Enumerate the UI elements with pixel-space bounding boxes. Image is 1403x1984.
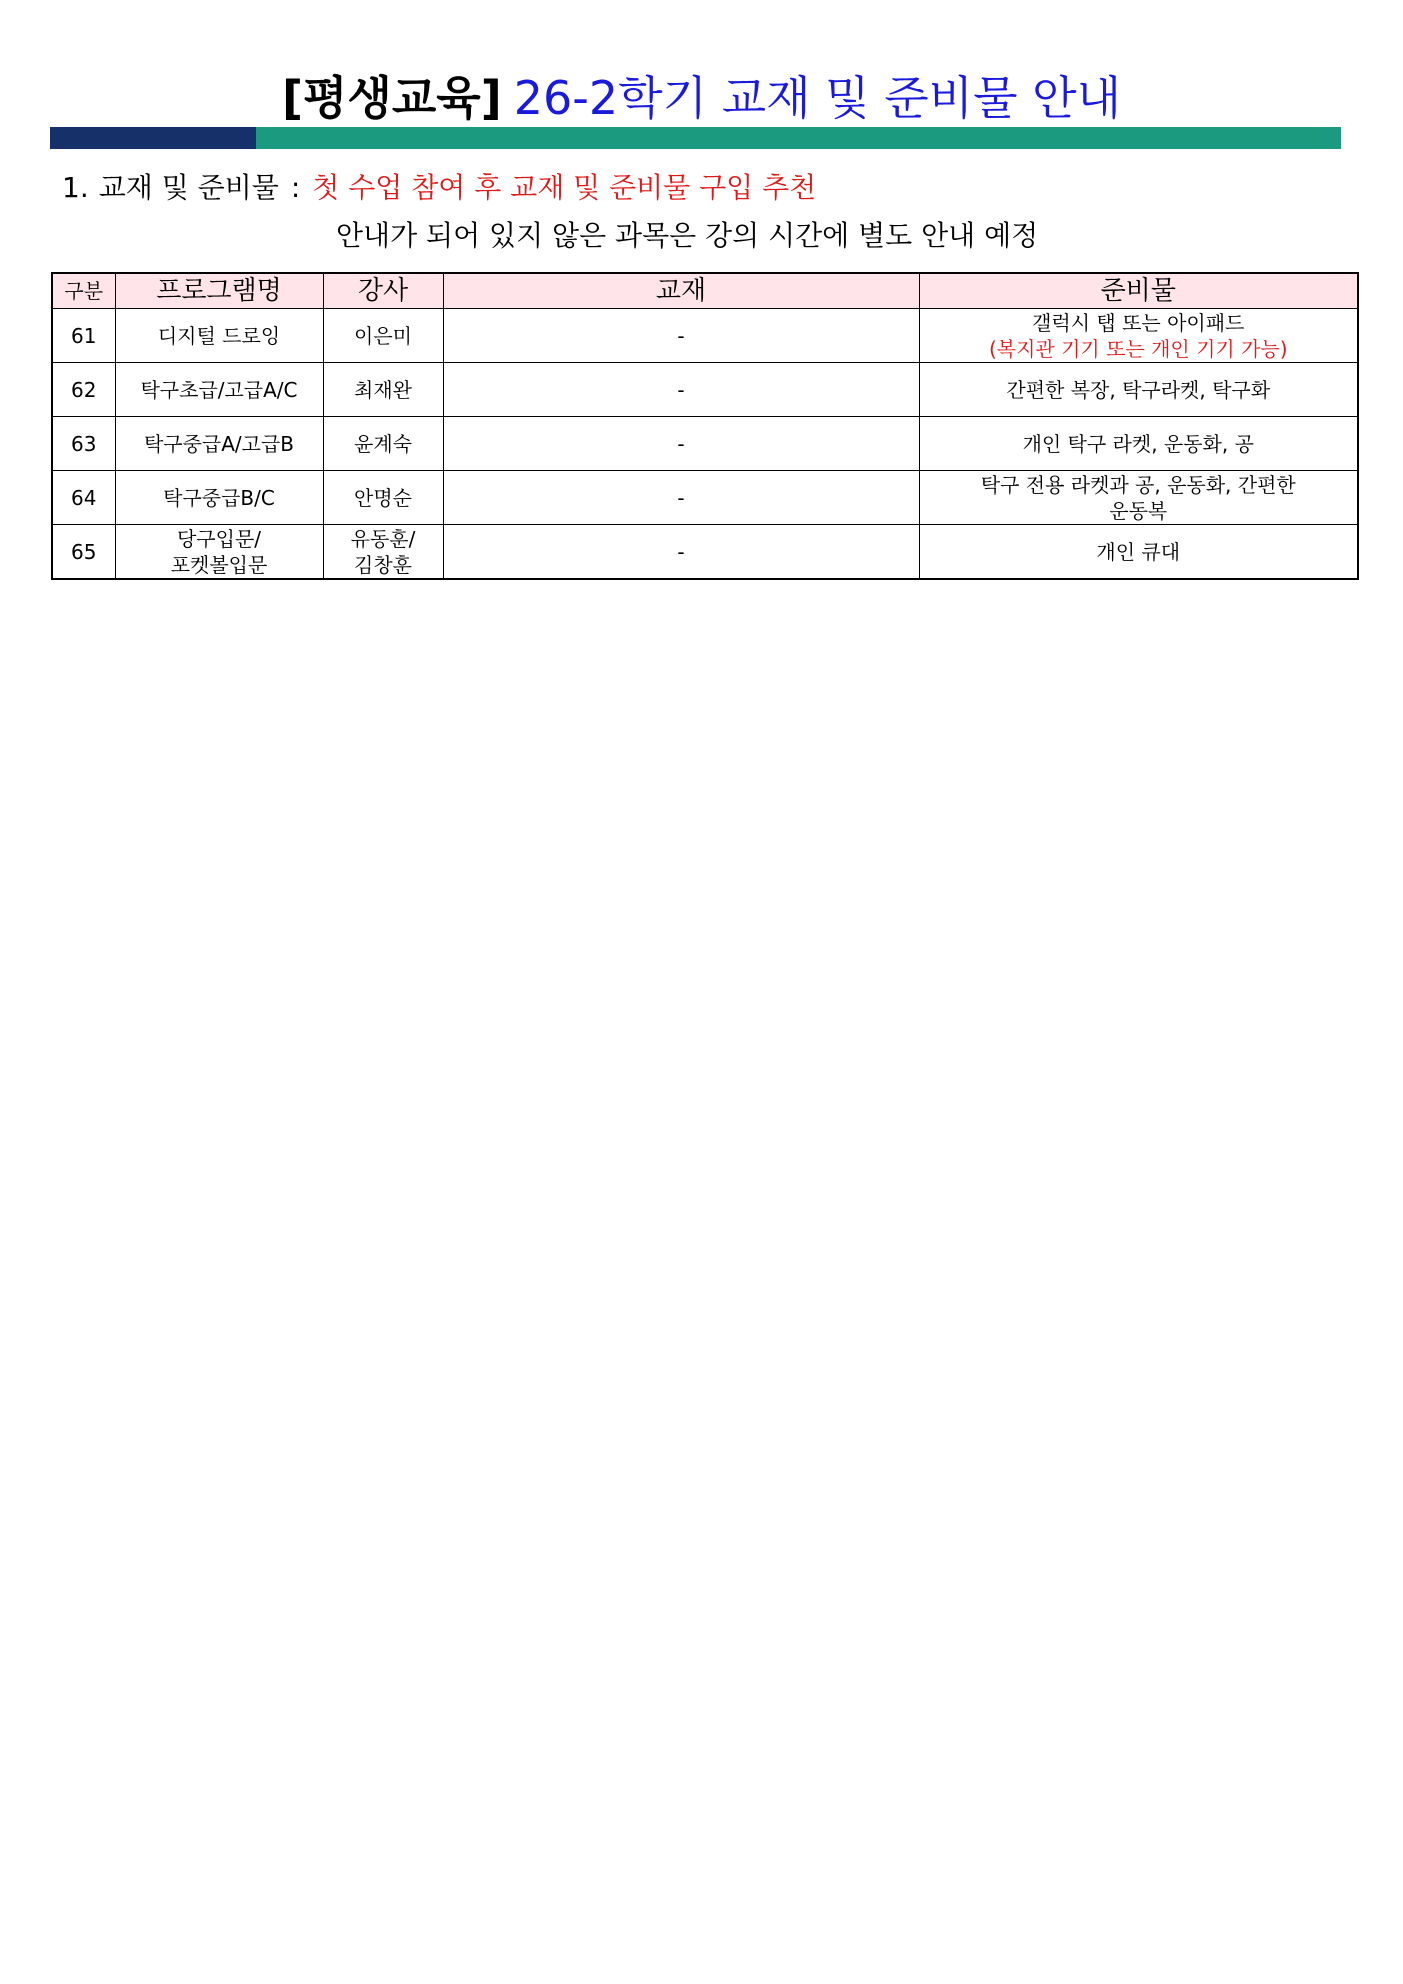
- cell-supplies: 개인 큐대: [919, 525, 1358, 580]
- cell-textbook: -: [443, 525, 919, 580]
- supplies-table: [51, 272, 1359, 580]
- cell-no: 65: [52, 525, 115, 580]
- table-header-row: [52, 273, 1358, 309]
- program-line-2: 포켓볼입문: [170, 552, 268, 577]
- cell-instructor: 안명순: [323, 471, 443, 525]
- cell-instructor: 최재완: [323, 363, 443, 417]
- cell-supplies: [919, 309, 1358, 363]
- cell-supplies: [919, 471, 1358, 525]
- col-header-program: 프로그램명: [115, 273, 323, 309]
- col-header-supplies: 준비물: [919, 273, 1358, 309]
- cell-supplies: 개인 탁구 라켓, 운동화, 공: [919, 417, 1358, 471]
- table-row: [52, 525, 1358, 580]
- section-1-heading: [62, 168, 816, 208]
- col-header-instructor: 강사: [323, 273, 443, 309]
- table-row: [52, 417, 1358, 471]
- cell-instructor: 이은미: [323, 309, 443, 363]
- instructor-line-1: 유동훈/: [350, 526, 416, 551]
- col-header-division: 구분: [52, 273, 115, 309]
- cell-textbook: -: [443, 471, 919, 525]
- header-bar-teal: [256, 127, 1341, 149]
- title-prefix: [평생교육]: [281, 71, 502, 125]
- page-title: [0, 68, 1403, 128]
- cell-no: 62: [52, 363, 115, 417]
- cell-program: 탁구초급/고급A/C: [115, 363, 323, 417]
- table-row: [52, 363, 1358, 417]
- cell-program: 디지털 드로잉: [115, 309, 323, 363]
- cell-supplies: 간편한 복장, 탁구라켓, 탁구화: [919, 363, 1358, 417]
- cell-textbook: -: [443, 309, 919, 363]
- col-header-textbook: 교재: [443, 273, 919, 309]
- cell-instructor: 윤계숙: [323, 417, 443, 471]
- title-main: 26-2학기 교재 및 준비물 안내: [513, 71, 1122, 125]
- supplies-line-1: 탁구 전용 라켓과 공, 운동화, 간편한: [980, 472, 1296, 497]
- section-label: 교재 및 준비물: [98, 171, 279, 204]
- instructor-line-2: 김창훈: [354, 552, 412, 577]
- cell-textbook: -: [443, 417, 919, 471]
- section-colon: :: [290, 171, 301, 204]
- supplies-text: 갤럭시 탭 또는 아이패드: [1032, 310, 1245, 335]
- cell-no: 63: [52, 417, 115, 471]
- supplies-note-red: (복지관 기기 또는 개인 기기 가능): [988, 336, 1288, 361]
- cell-program: [115, 525, 323, 580]
- cell-program: 탁구중급B/C: [115, 471, 323, 525]
- cell-program: 탁구중급A/고급B: [115, 417, 323, 471]
- supplies-line-2: 운동복: [1109, 498, 1168, 523]
- cell-instructor: [323, 525, 443, 580]
- section-1-note: 안내가 되어 있지 않은 과목은 강의 시간에 별도 안내 예정: [336, 219, 1039, 252]
- cell-textbook: -: [443, 363, 919, 417]
- section-number: 1.: [62, 171, 89, 204]
- cell-no: 64: [52, 471, 115, 525]
- cell-no: 61: [52, 309, 115, 363]
- header-bar-navy: [50, 127, 256, 149]
- program-line-1: 당구입문/: [176, 526, 262, 551]
- table-row: [52, 471, 1358, 525]
- table-row: [52, 309, 1358, 363]
- section-note-red: 첫 수업 참여 후 교재 및 준비물 구입 추천: [312, 171, 817, 204]
